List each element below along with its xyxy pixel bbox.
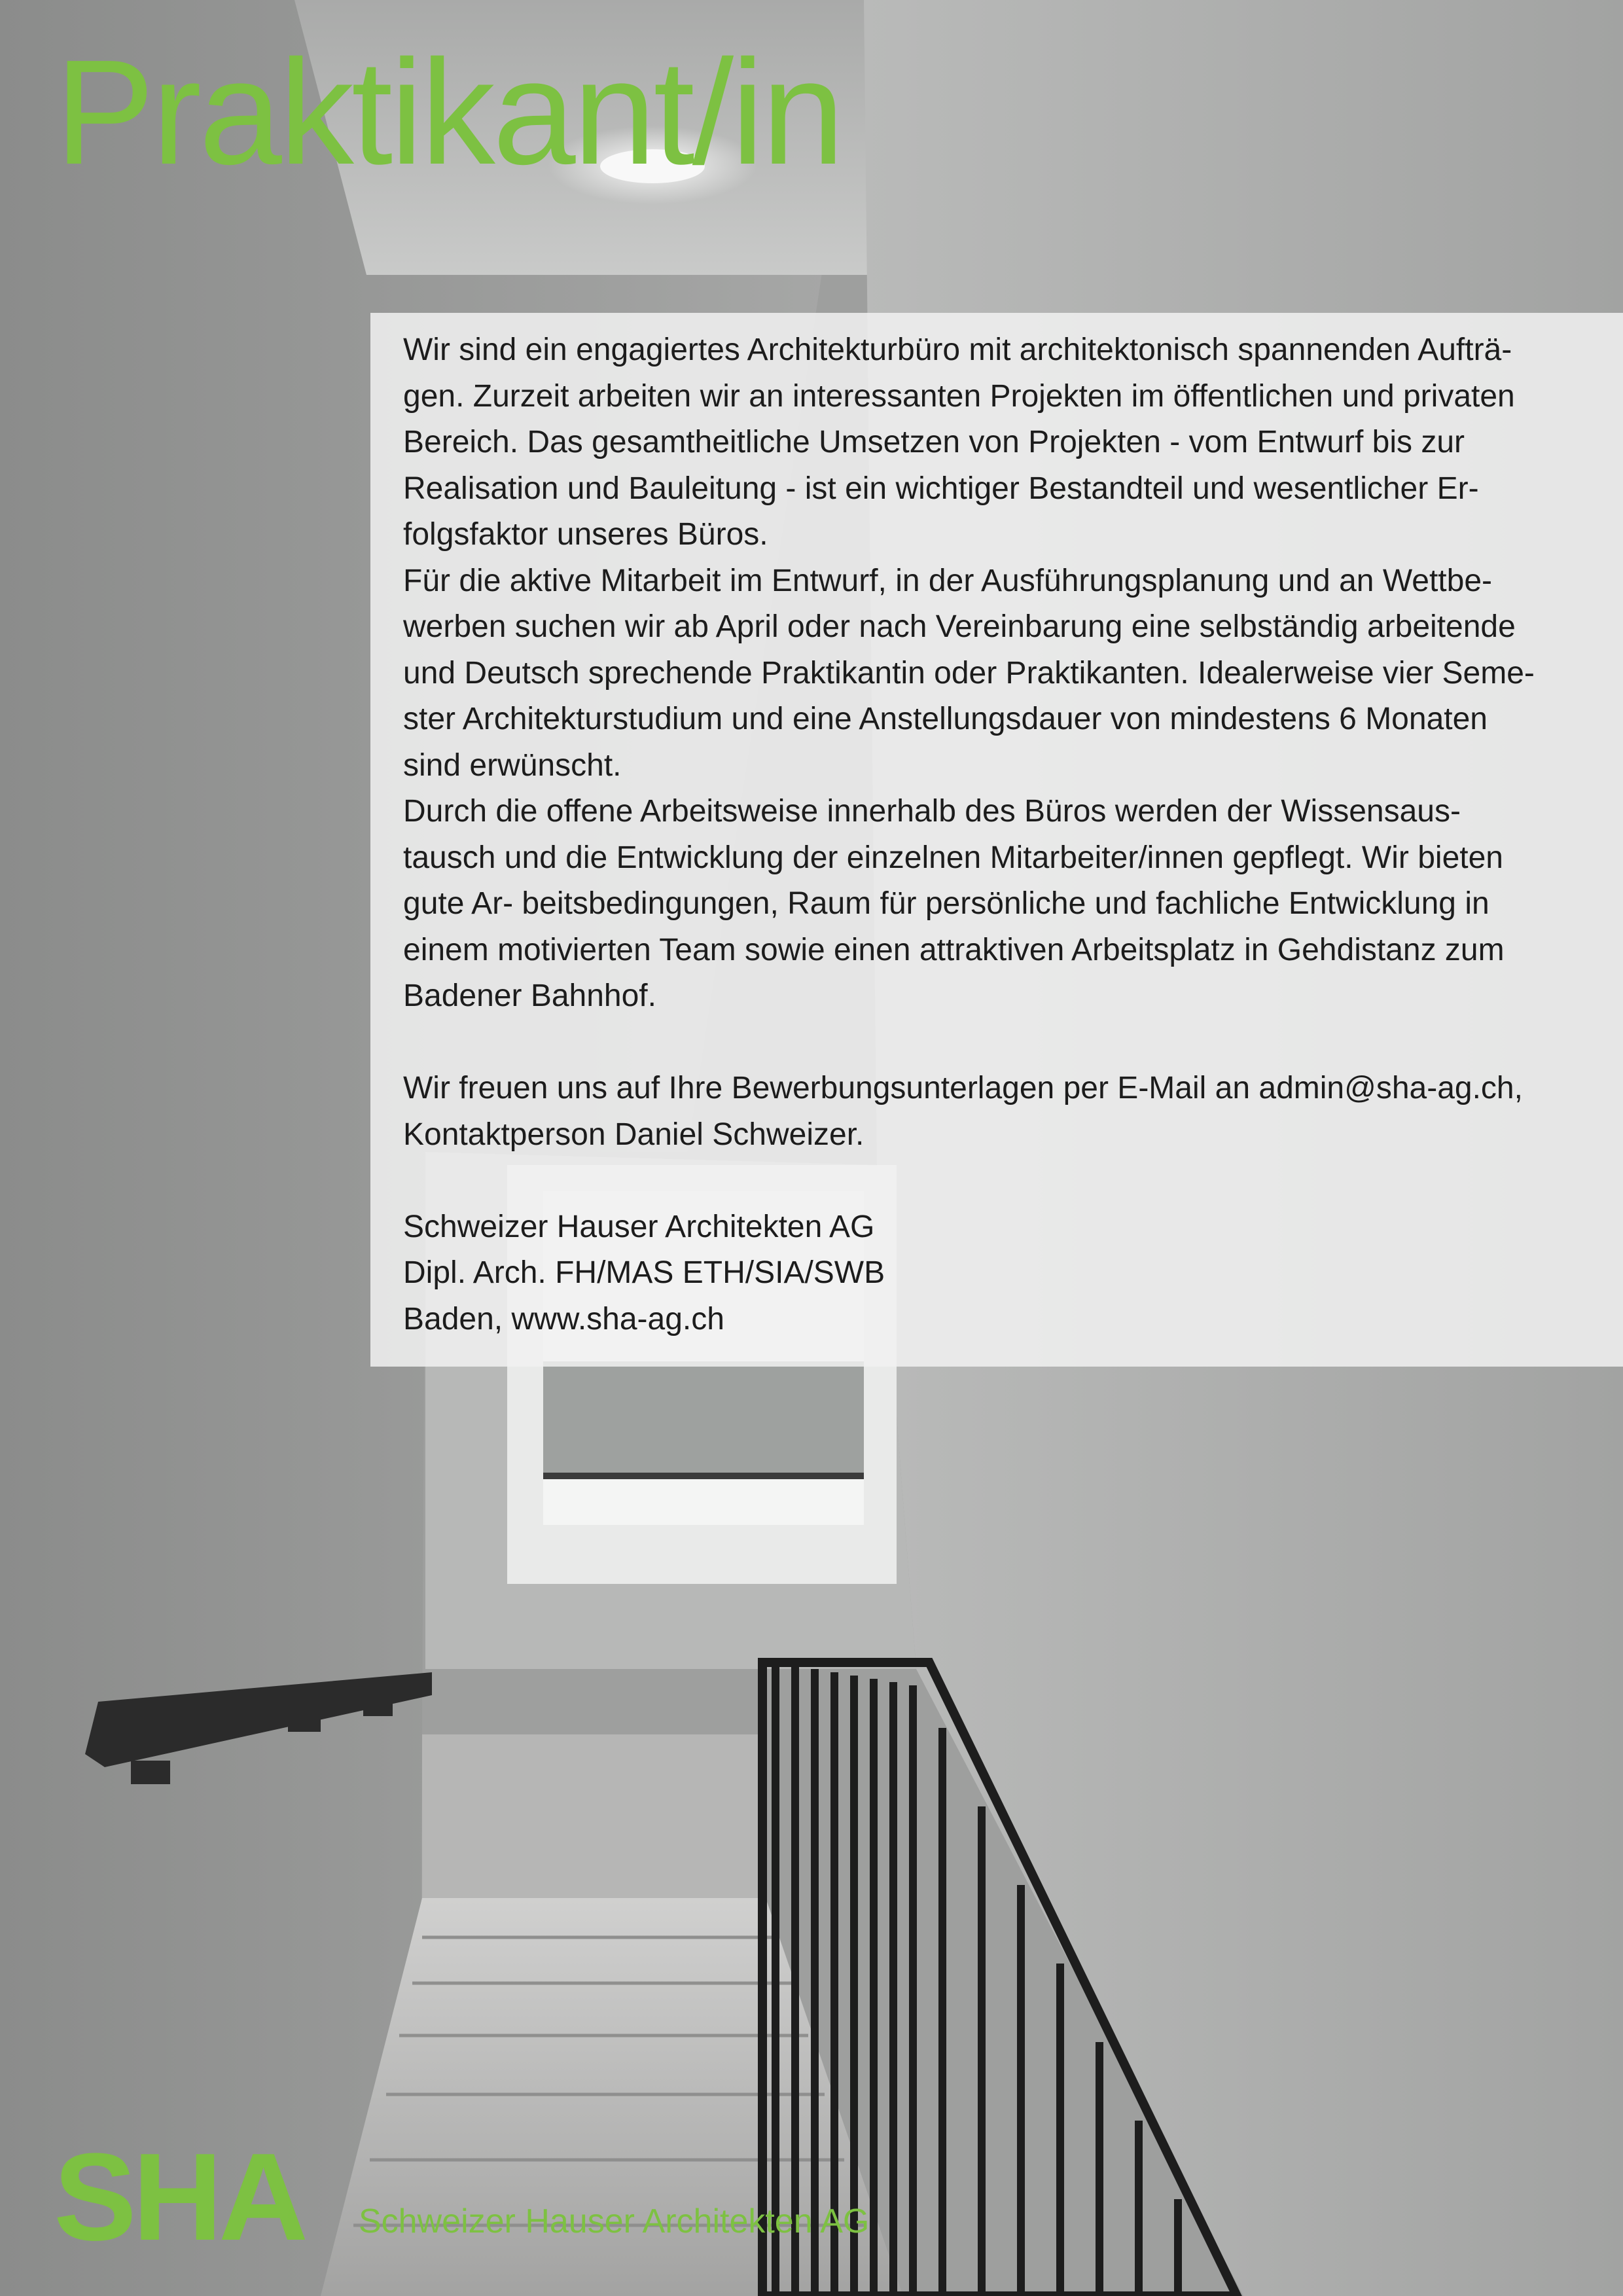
intro-line: werben suchen wir ab April oder nach Vereinbarung eine selbständig arbeitende	[403, 609, 1516, 644]
footer-tagline: Schweizer Hauser Architekten AG	[359, 2202, 870, 2240]
intro-line: folgsfaktor unseres Büros.	[403, 517, 768, 552]
application-line: Wir freuen uns auf Ihre Bewerbungsunterlagen per E-Mail an admin@sha-ag.ch,	[403, 1071, 1523, 1105]
paragraph-gap	[403, 1020, 1601, 1066]
intro-line: Wir sind ein engagiertes Architekturbüro mit architektonisch spannenden Aufträ-	[403, 332, 1512, 367]
intro-line: gute Ar- beitsbedingungen, Raum für persönliche und fachliche Entwicklung in	[403, 886, 1489, 921]
intro-line: Bereich. Das gesamtheitliche Umsetzen von Projekten - vom Entwurf bis zur	[403, 425, 1465, 459]
intro-line: Für die aktive Mitarbeit im Entwurf, in der Ausführungsplanung und an Wettbe-	[403, 563, 1492, 598]
company-name: Schweizer Hauser Architekten AG	[403, 1209, 875, 1244]
intro-line: sind erwünscht.	[403, 747, 622, 783]
job-description	[403, 327, 1601, 1342]
sha-logo: SHA	[54, 2128, 305, 2267]
intro-line: und Deutsch sprechende Praktikantin oder Praktikanten. Idealerweise vier Seme-	[403, 655, 1535, 691]
intro-line: ster Architekturstudium und eine Anstellungsdauer von mindestens 6 Monaten	[403, 702, 1488, 736]
page-title: Praktikant/in	[55, 29, 842, 196]
company-credentials: Dipl. Arch. FH/MAS ETH/SIA/SWB	[403, 1255, 885, 1290]
company-location: Baden, www.sha-ag.ch	[403, 1301, 724, 1336]
application-line: Kontaktperson Daniel Schweizer.	[403, 1117, 865, 1152]
intro-line: einem motivierten Team sowie einen attraktiven Arbeitsplatz in Gehdistanz zum	[403, 932, 1505, 967]
intro-line: Durch die offene Arbeitsweise innerhalb des Büros werden der Wissensaus-	[403, 794, 1461, 829]
intro-line: tausch und die Entwicklung der einzelnen Mitarbeiter/innen gepflegt. Wir bieten	[403, 840, 1503, 875]
intro-line: Realisation und Bauleitung - ist ein wichtiger Bestandteil und wesentlicher Er-	[403, 471, 1479, 506]
paragraph-gap	[403, 1158, 1601, 1204]
intro-line: gen. Zurzeit arbeiten wir an interessanten Projekten im öffentlichen und privaten	[403, 378, 1515, 414]
intro-line: Badener Bahnhof.	[403, 978, 656, 1013]
